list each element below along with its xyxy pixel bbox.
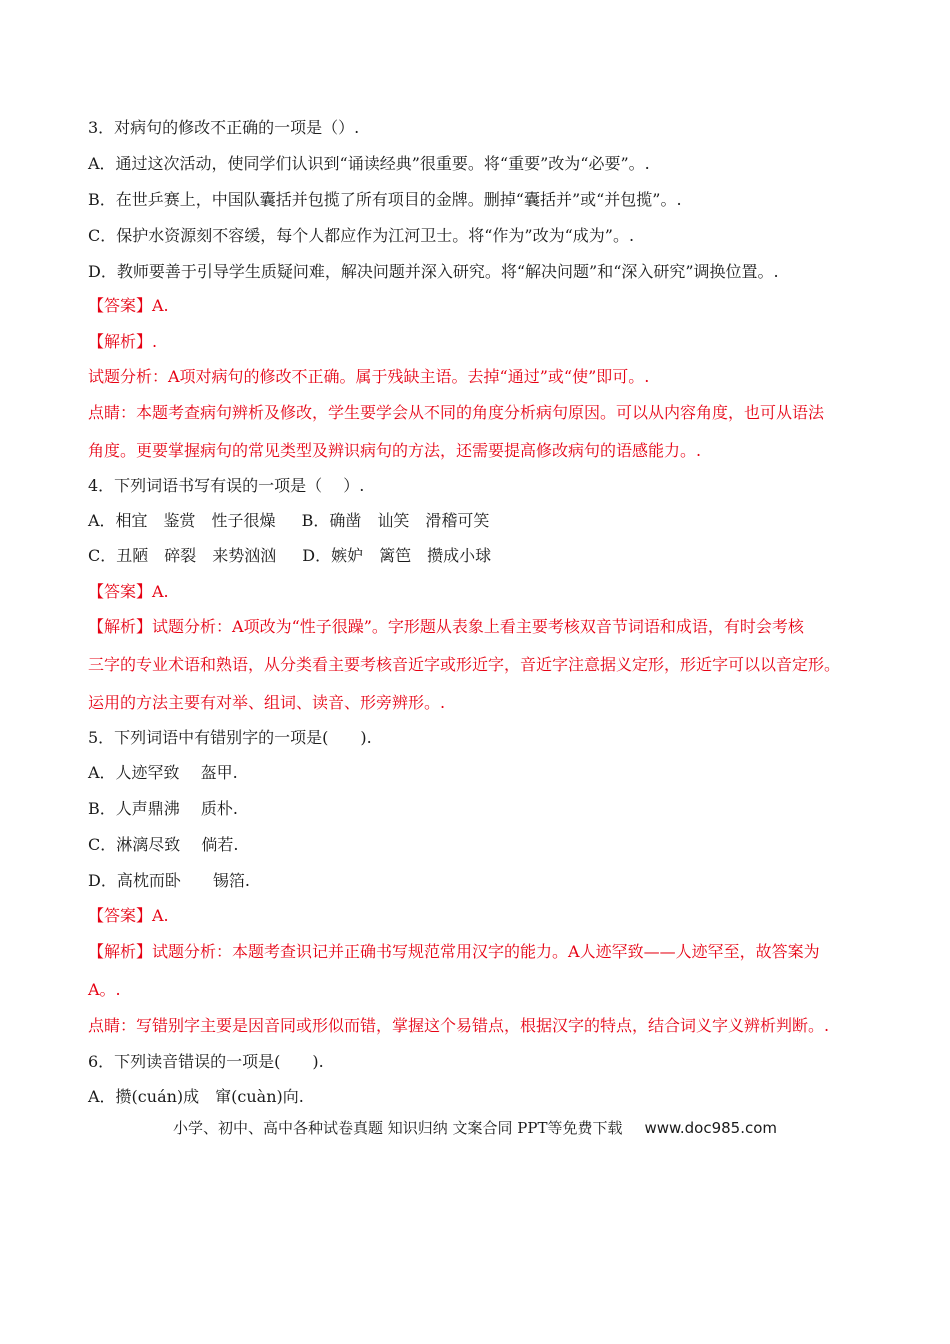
- q5-option-c: C．淋漓尽致 倘若.: [88, 835, 239, 854]
- q4-options-row1: [88, 511, 880, 531]
- q5-answer: 【答案】A.: [88, 906, 169, 925]
- q5-option-b: B．人声鼎沸 质朴.: [88, 799, 238, 818]
- q3-option-d: D．教师要善于引导学生质疑问难，解决问题并深入研究。将“解决问题”和“深入研究”调换位置。.: [88, 262, 779, 281]
- q3-stem: 3．对病句的修改不正确的一项是（）.: [88, 118, 360, 137]
- q4-analysis-line3: 运用的方法主要有对举、组词、读音、形旁辨形。.: [88, 693, 446, 712]
- q4-answer: 【答案】A.: [88, 582, 169, 601]
- q5-analysis-line2: A。.: [88, 980, 121, 999]
- q3-answer: 【答案】A.: [88, 296, 169, 315]
- footer-text: 小学、初中、高中各种试卷真题 知识归纳 文案合同 PPT等免费下载: [172, 1119, 623, 1137]
- q4-option-b: B．确凿 讪笑 滑稽可笑: [301, 511, 490, 530]
- q6-stem: 6．下列读音错误的一项是( ).: [88, 1052, 324, 1071]
- q3-option-c: C．保护水资源刻不容缓，每个人都应作为江河卫士。将“作为”改为“成为”。.: [88, 226, 635, 245]
- q3-analysis: 试题分析：A项对病句的修改不正确。属于残缺主语。去掉“通过”或“使”即可。.: [88, 367, 650, 386]
- q4-analysis-line1: [88, 617, 880, 637]
- q5-analysis-text1: 试题分析：本题考查识记并正确书写规范常用汉字的能力。A人迹罕致——人迹罕至，故答案为: [152, 942, 820, 961]
- q3-tip-line1: 点睛：本题考查病句辨析及修改，学生要学会从不同的角度分析病句原因。可以从内容角度，也可从语法: [88, 403, 825, 422]
- q5-analysis-line1: [88, 942, 880, 962]
- q3-option-b: B．在世乒赛上，中国队囊括并包揽了所有项目的金牌。删掉“囊括并”或“并包揽”。.: [88, 190, 682, 209]
- q5-option-d: D．高枕而卧 锡箔.: [88, 871, 250, 890]
- page-footer: [0, 1117, 950, 1138]
- q6-option-a: A．攒(cuán)成 窜(cuàn)向.: [88, 1087, 304, 1106]
- q5-stem: 5．下列词语中有错别字的一项是( ).: [88, 728, 372, 747]
- q4-analysis-line2: 三字的专业术语和熟语，从分类看主要考核音近字或形近字，音近字注意据义定形，形近字可以以音定形。: [88, 655, 841, 674]
- footer-url[interactable]: www.doc985.com: [644, 1119, 778, 1137]
- q5-analysis-tag: 【解析】: [88, 942, 153, 961]
- q4-option-c: C．丑陋 碎裂 来势汹汹: [88, 546, 277, 565]
- q4-analysis-text1: 试题分析：A项改为“性子很躁”。字形题从表象上看主要考核双音节词语和成语，有时会考核: [152, 617, 804, 636]
- q3-tip-line2: 角度。更要掌握病句的常见类型及辨识病句的方法，还需要提高修改病句的语感能力。.: [88, 441, 702, 460]
- q3-option-a: A．通过这次活动，使同学们认识到“诵读经典”很重要。将“重要”改为“必要”。.: [88, 154, 650, 173]
- q3-analysis-tag: 【解析】.: [88, 332, 158, 351]
- q4-option-d: D．嫉妒 篱笆 攒成小球: [302, 546, 492, 565]
- q5-tip: 点睛：写错别字主要是因音同或形似而错，掌握这个易错点，根据汉字的特点，结合词义字义辨析判断。.: [88, 1016, 830, 1035]
- q4-options-row2: [88, 546, 880, 566]
- q5-option-a: A．人迹罕致 盔甲.: [88, 763, 238, 782]
- q4-stem: 4．下列词语书写有误的一项是（ ）.: [88, 476, 365, 495]
- q4-analysis-tag: 【解析】: [88, 617, 153, 636]
- q4-option-a: A．相宜 鉴赏 性子很燥: [88, 511, 276, 530]
